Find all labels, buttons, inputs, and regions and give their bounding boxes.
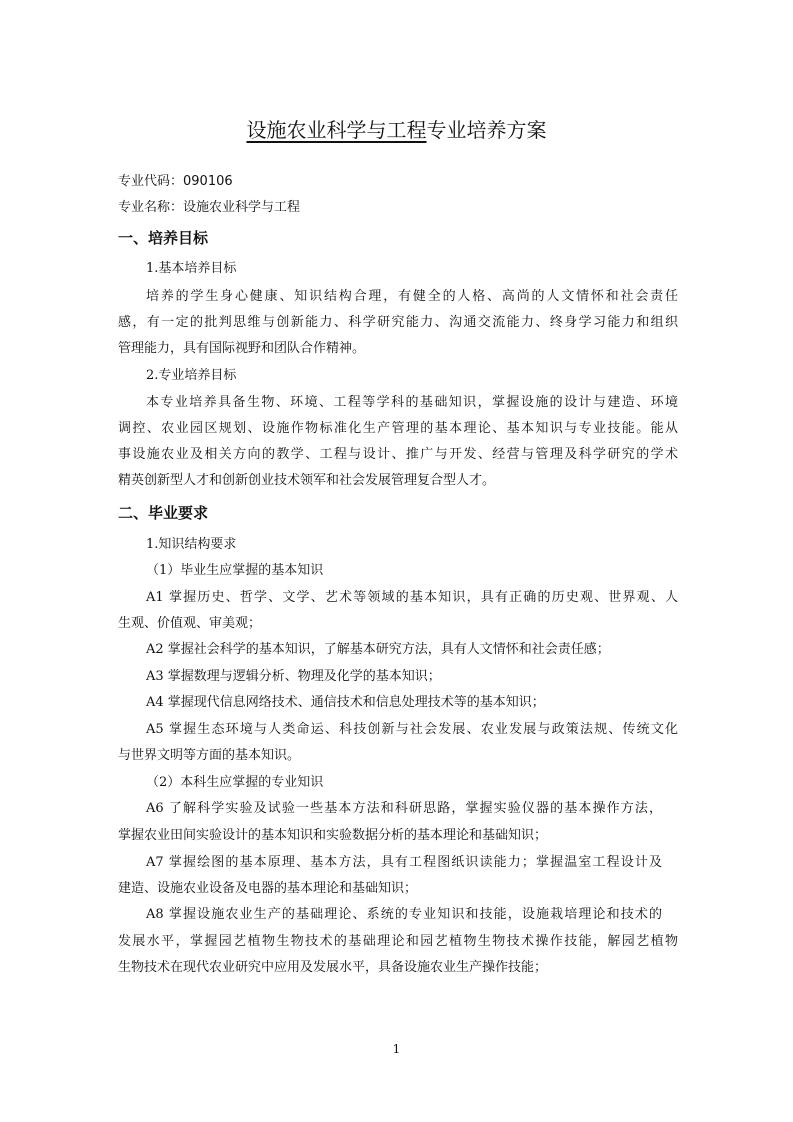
group-label: （2）本科生应掌握的专业知识	[146, 775, 324, 790]
knowledge-item-line: A1 掌握历史、哲学、文学、艺术等领域的基本知识，具有正确的历史观、世界观、人	[146, 590, 678, 605]
paragraph-line: 管理能力，具有国际视野和团队合作精神。	[118, 341, 366, 356]
knowledge-item-line: 生物技术在现代农业研究中应用及发展水平，具备设施农业生产操作技能；	[118, 960, 548, 975]
paragraph-line: 本专业培养具备生物、环境、工程等学科的基础知识，掌握设施的设计与建造、环境	[146, 395, 678, 410]
knowledge-item-line: 生观、价值观、审美观；	[118, 616, 262, 631]
paragraph-line: 感，有一定的批判思维与创新能力、科学研究能力、沟通交流能力、终身学习能力和组织	[118, 315, 678, 330]
title-suffix: 专业培养方案	[426, 118, 547, 142]
paragraph-line: 调控、农业园区规划、设施作物标准化生产管理的基本理论、基本知识与专业技能。能从	[118, 421, 678, 436]
knowledge-item-line: A7 掌握绘图的基本原理、基本方法，具有工程图纸识读能力；掌握温室工程设计及	[146, 855, 662, 870]
knowledge-item-line: A5 掌握生态环境与人类命运、科技创新与社会发展、农业发展与政策法规、传统文化	[146, 722, 678, 737]
paragraph-line: 事设施农业及相关方向的教学、工程与设计、推广与开发、经营与管理及科学研究的学术	[118, 447, 678, 462]
paragraph-line: 精英创新型人才和创新创业技术领军和社会发展管理复合型人才。	[118, 473, 496, 488]
knowledge-item-line: A6 了解科学实验及试验一些基本方法和科研思路，掌握实验仪器的基本操作方法，	[146, 801, 662, 816]
knowledge-item-line: A8 掌握设施农业生产的基础理论、系统的专业知识和技能，设施栽培理论和技术的	[146, 907, 662, 922]
major-code: 专业代码：090106	[118, 174, 233, 189]
section-heading: 一、培养目标	[118, 229, 209, 247]
group-label: （1）毕业生应掌握的基本知识	[146, 563, 324, 578]
section-heading: 二、毕业要求	[118, 504, 209, 522]
knowledge-item-line: 发展水平，掌握园艺植物生物技术的基础理论和园艺植物生物技术操作技能，解园艺植物	[118, 934, 678, 949]
knowledge-item-line: A2 掌握社会科学的基本知识，了解基本研究方法，具有人文情怀和社会责任感；	[146, 642, 610, 657]
knowledge-item-line: 建造、设施农业设备及电器的基本理论和基础知识；	[118, 881, 418, 896]
title-major-name: 设施农业科学与工程	[246, 118, 427, 142]
knowledge-item-line: 与世界文明等方面的基本知识。	[118, 748, 301, 763]
subsection-label: 1.基本培养目标	[146, 261, 237, 276]
knowledge-item-line: 掌握农业田间实验设计的基本知识和实验数据分析的基本理论和基础知识；	[118, 828, 548, 843]
knowledge-item-line: A4 掌握现代信息网络技术、通信技术和信息处理技术等的基本知识；	[146, 695, 545, 710]
paragraph-line: 培养的学生身心健康、知识结构合理，有健全的人格、高尚的人文情怀和社会责任	[146, 289, 678, 304]
page-number: 1	[392, 1042, 401, 1056]
document-title	[0, 116, 793, 144]
knowledge-item-line: A3 掌握数理与逻辑分析、物理及化学的基本知识；	[146, 669, 441, 684]
subsection-label: 1.知识结构要求	[146, 537, 237, 552]
major-name: 专业名称：设施农业科学与工程	[118, 200, 301, 215]
subsection-label: 2.专业培养目标	[146, 368, 237, 383]
